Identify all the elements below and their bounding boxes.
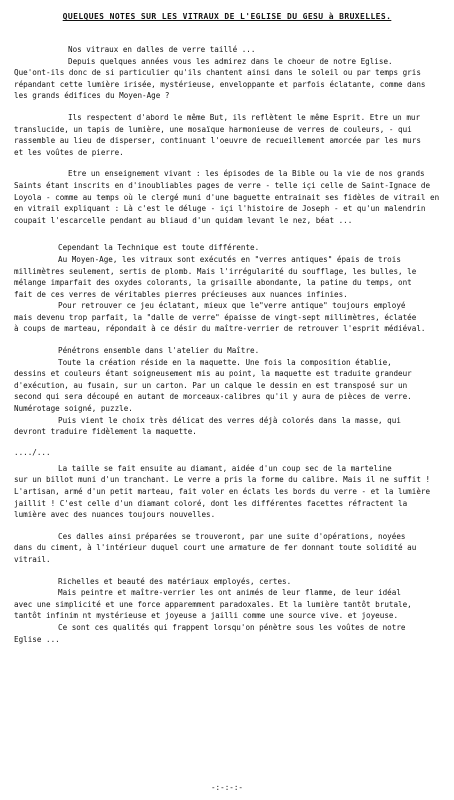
continuation-separator: ..../... <box>14 447 51 457</box>
text-line: Etre un enseignement vivant : les épisodes de la Bible ou la vie de nos grands <box>68 169 425 179</box>
text-line: Puis vient le choix très délicat des verres déjà colorés dans la masse, qui <box>58 415 401 425</box>
text-line: Ils respectent d'abord le même But, ils reflètent le même Esprit. Etre un mur <box>68 112 421 122</box>
text-line: Richelles et beauté des matériaux employés, certes. <box>58 576 292 586</box>
text-line: second qui sera découpé en autant de morceaux-calibres qu'il y aura de pièces de verre. <box>14 392 412 402</box>
text-line: L'artisan, armé d'un petit marteau, fait voler en éclats les bords du verre - et la lumière <box>14 487 431 496</box>
text-line: lumière avec des nuances toujours nouvelles. <box>14 510 216 520</box>
paragraph-cement <box>14 531 440 566</box>
text-line: répandant cette lumière irisée, mystérieuse, enveloppante et parfois éclatante, comme dans <box>14 79 426 89</box>
document-title: QUELQUES NOTES SUR LES VITRAUX DE L'EGLISE DU GESU à BRUXELLES. <box>62 12 392 21</box>
text-line: mais devenu trop parfait, la "dalle de verre" épaisse de vingt-sept millimètres, éclatée <box>14 312 417 322</box>
text-line: fait de ces verres de véritables pierres précieuses aux nuances infinies. <box>14 289 348 299</box>
text-line: vitrail. <box>14 554 51 564</box>
text-line: Cependant la Technique est toute différente. <box>58 243 260 253</box>
text-line: devront traduire fidèlement la maquette. <box>14 427 197 437</box>
text-line: mélange imparfait des oxydes colorants, la grisaille abondante, la patine du temps, ont <box>14 278 412 288</box>
text-line: Au Moyen-Age, les vitraux sont exécutés en "verres antiques" épais de trois <box>58 254 401 264</box>
paragraph-cutting <box>14 463 440 521</box>
text-line: à coups de marteau, répondait à ce désir du maître-verrier de retrouver l'esprit médiéval. <box>14 324 426 334</box>
text-line: Ces dalles ainsi préparées se trouveront, par une suite d'opérations, noyées <box>58 531 406 541</box>
text-line: Pénétrons ensemble dans l'atelier du Maître. <box>58 346 260 356</box>
text-line: dans du ciment, à l'intérieur duquel court une armature de fer donnant toute solidité au <box>14 543 417 553</box>
text-line: jaillit ! C'est celle d'un diamant coloré, dont les différentes facettes réfractent la <box>14 498 408 508</box>
paragraph-conclusion <box>14 576 440 646</box>
text-line: millimètres seulement, sertis de plomb. Mais l'irrégularité du soufflage, les bulles, le <box>14 266 417 276</box>
text-line: Nos vitraux en dalles de verre taillé ... <box>68 45 256 54</box>
paragraph-teaching <box>14 168 440 226</box>
text-line: Loyola - comme au temps où le clergé muni d'une baguette entrainait ses fidèles de vitrail en <box>14 192 440 202</box>
text-line: les grands édifices du Moyen-Age ? <box>14 91 170 101</box>
text-line: Que'ont-ils donc de si particulier qu'ils chantent ainsi dans le soleil ou par temps gris <box>14 68 421 78</box>
paragraph-intro <box>14 44 440 102</box>
text-line: Toute la création réside en la maquette. Une fois la composition établie, <box>58 357 392 367</box>
text-line: La taille se fait ensuite au diamant, aidée d'un coup sec de la marteline <box>58 463 392 473</box>
text-line: Numérotage soigné, puzzle. <box>14 404 133 414</box>
text-line: tantôt infinim nt mystérieuse et joyeuse a jailli comme une source vive. et joyeuse. <box>14 611 399 621</box>
text-line: Mais peintre et maître-verrier les ont animés de leur flamme, de leur idéal <box>58 588 401 598</box>
text-line: rassemble au lieu de disperser, continuant l'oeuvre de recueillement amorcée par les murs <box>14 136 421 146</box>
text-line: sur un billot muni d'un tranchant. Le verre a pris la forme du calibre. Mais il ne suffit ! <box>14 475 431 485</box>
text-line: translucide, un tapis de lumière, une mosaïque harmonieuse de verres de couleurs, - qui <box>14 124 412 134</box>
text-line: d'exécution, au fusain, sur un carton. Par un calque le dessin en est transposé sur un <box>14 380 408 390</box>
text-line: dessins et couleurs étant soigneusement mis au point, la maquette est traduite grandeur <box>14 369 412 379</box>
paragraph-technique <box>14 242 440 335</box>
text-line: et les voûtes de pierre. <box>14 147 124 157</box>
page-footer-ornament: -:-:-:- <box>210 783 243 792</box>
text-line: Eglise ... <box>14 634 60 644</box>
text-line: avec une simplicité et une force apparemment paradoxales. Et la lumière tantôt brutale, <box>14 599 412 609</box>
text-line: Pour retrouver ce jeu éclatant, mieux que le"verre antique" toujours employé <box>58 301 406 311</box>
text-line: en vitrail expliquant : Là c'est le déluge - içi l'histoire de Joseph - et qu'un malendrin <box>14 204 426 214</box>
text-line: Depuis quelques années vous les admirez dans le choeur de notre Eglise. <box>68 56 393 66</box>
text-line: coupait l'escarcelle pendant au bliaud d'un quidam levant le nez, béat ... <box>14 215 353 225</box>
text-line: Ce sont ces qualités qui frappent lorsqu'on pénètre sous les voûtes de notre <box>58 622 406 632</box>
text-line: Saints étant inscrits en d'inoubliables pages de verre - telle içi celle de Saint-Ignace de <box>14 180 431 190</box>
paragraph-workshop <box>14 345 440 438</box>
paragraph-spirit <box>14 112 440 158</box>
